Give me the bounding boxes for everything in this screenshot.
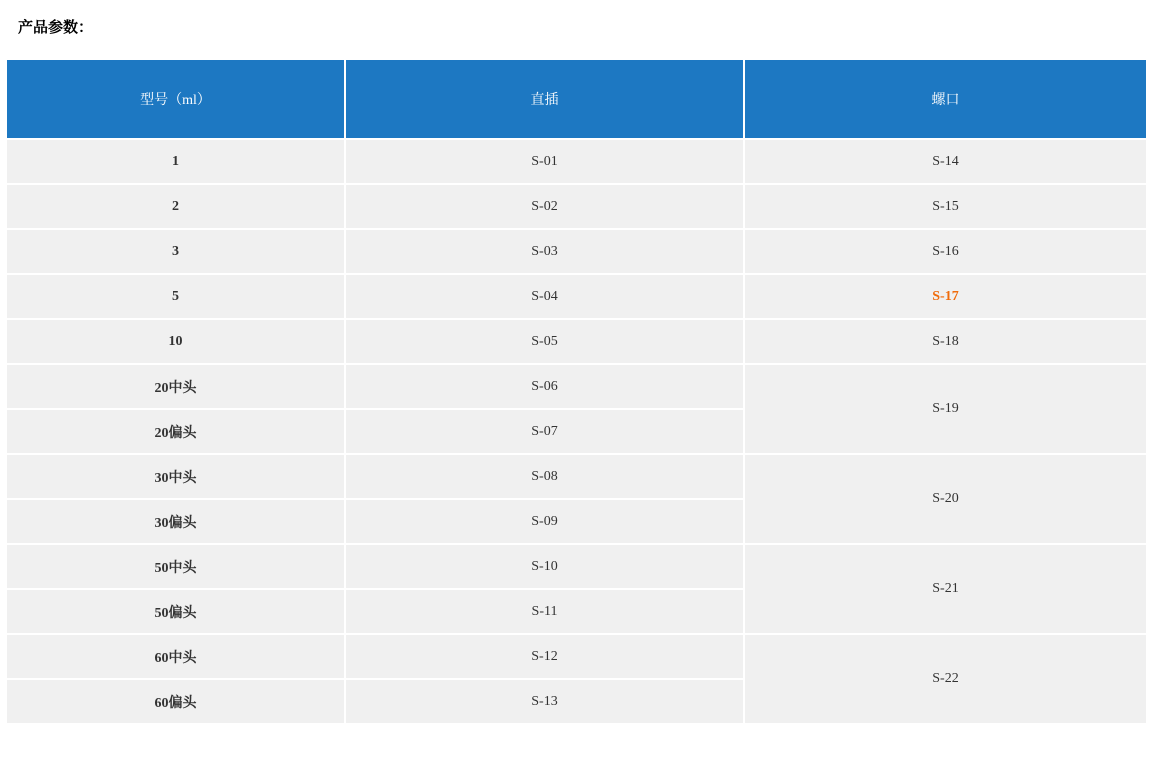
screw-cell: S-22 — [745, 635, 1146, 725]
model-cell: 30中头 — [7, 455, 346, 500]
screw-cell-highlighted: S-17 — [745, 275, 1146, 320]
direct-cell: S-10 — [346, 545, 745, 590]
table-row — [7, 635, 1146, 680]
column-header-screw: 螺口 — [745, 60, 1146, 140]
direct-cell: S-01 — [346, 140, 745, 185]
model-cell: 50偏头 — [7, 590, 346, 635]
table-row — [7, 230, 1146, 275]
direct-cell: S-03 — [346, 230, 745, 275]
model-cell: 60偏头 — [7, 680, 346, 725]
model-cell: 10 — [7, 320, 346, 365]
screw-cell: S-19 — [745, 365, 1146, 455]
product-parameters-table — [7, 60, 1146, 725]
table-row — [7, 185, 1146, 230]
screw-cell: S-14 — [745, 140, 1146, 185]
screw-cell: S-20 — [745, 455, 1146, 545]
header-row — [7, 60, 1146, 140]
column-header-direct: 直插 — [346, 60, 745, 140]
product-parameters-section — [0, 19, 1150, 725]
table-row — [7, 545, 1146, 590]
screw-cell: S-21 — [745, 545, 1146, 635]
table-header — [7, 60, 1146, 140]
direct-cell: S-07 — [346, 410, 745, 455]
table-row — [7, 455, 1146, 500]
screw-cell: S-16 — [745, 230, 1146, 275]
column-header-model: 型号（ml） — [7, 60, 346, 140]
model-cell: 20中头 — [7, 365, 346, 410]
direct-cell: S-05 — [346, 320, 745, 365]
direct-cell: S-11 — [346, 590, 745, 635]
direct-cell: S-02 — [346, 185, 745, 230]
model-cell: 5 — [7, 275, 346, 320]
direct-cell: S-09 — [346, 500, 745, 545]
direct-cell: S-04 — [346, 275, 745, 320]
table-body — [7, 140, 1146, 725]
table-row — [7, 275, 1146, 320]
model-cell: 30偏头 — [7, 500, 346, 545]
table-row — [7, 365, 1146, 410]
model-cell: 20偏头 — [7, 410, 346, 455]
direct-cell: S-06 — [346, 365, 745, 410]
direct-cell: S-08 — [346, 455, 745, 500]
direct-cell: S-13 — [346, 680, 745, 725]
table-row — [7, 320, 1146, 365]
screw-cell: S-15 — [745, 185, 1146, 230]
table-row — [7, 140, 1146, 185]
model-cell: 1 — [7, 140, 346, 185]
screw-cell: S-18 — [745, 320, 1146, 365]
model-cell: 60中头 — [7, 635, 346, 680]
model-cell: 2 — [7, 185, 346, 230]
model-cell: 3 — [7, 230, 346, 275]
page-title: 产品参数： — [18, 20, 94, 36]
direct-cell: S-12 — [346, 635, 745, 680]
model-cell: 50中头 — [7, 545, 346, 590]
